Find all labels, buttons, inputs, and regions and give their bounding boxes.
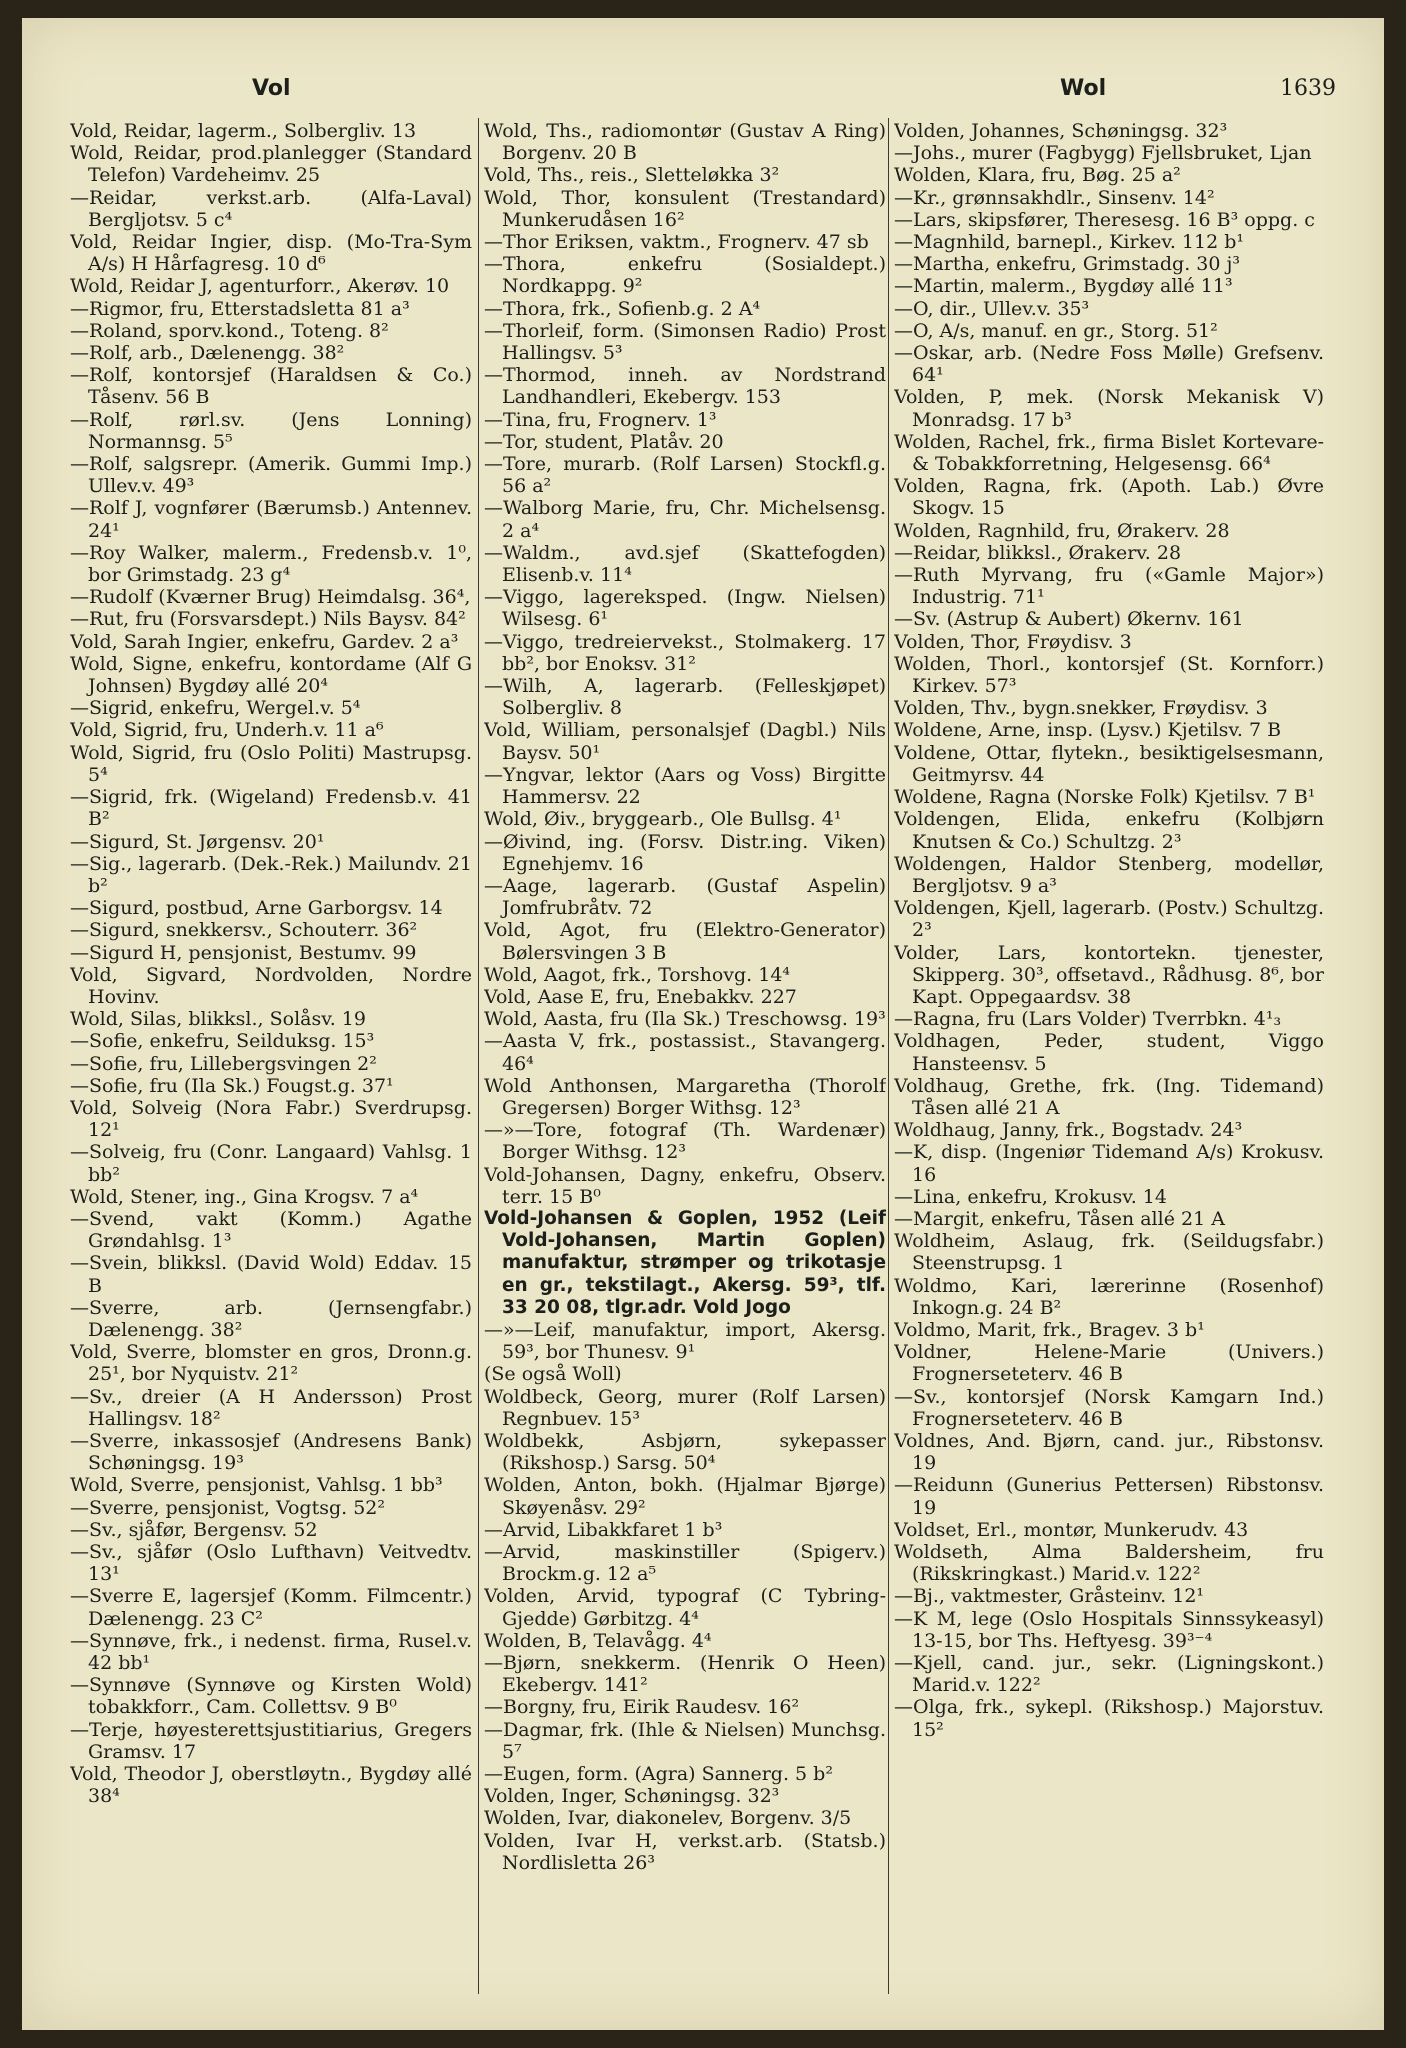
directory-entry: —Bjørn, snekkerm. (Henrik O Heen) Ekebergv. 141² [484, 1652, 886, 1697]
directory-entry: —Tore, murarb. (Rolf Larsen) Stockfl.g. 56 a² [484, 453, 886, 498]
directory-entry: —Sigurd, postbud, Arne Garborgsv. 14 [70, 897, 443, 920]
directory-entry: —Sverre, arb. (Jernsengfabr.) Dælenengg. 38² [70, 1296, 472, 1341]
directory-entry: Woldheim, Aslaug, frk. (Seildugsfabr.) Steenstrupsg. 1 [894, 1230, 1324, 1275]
directory-entry: —Kr., grønnsakhdlr., Sinsenv. 14² [894, 186, 1215, 209]
page-number: 1639 [1280, 76, 1336, 101]
directory-entry: —K M, lege (Oslo Hospitals Sinnssykeasyl) 13-15, bor Ths. Heftyesg. 39³⁻⁴ [894, 1607, 1324, 1652]
directory-entry: Vold, Agot, fru (Elektro-Generator) Bølersvingen 3 B [484, 919, 886, 964]
directory-entry: —Olga, frk., sykepl. (Rikshosp.) Majorstuv. 15² [894, 1696, 1324, 1741]
column-divider [478, 118, 479, 1994]
directory-entry: —Walborg Marie, fru, Chr. Michelsensg. 2 a⁴ [484, 497, 886, 542]
directory-entry: Volder, Lars, kontortekn. tjenester, Skipperg. 30³, offsetavd., Rådhusg. 8⁶, bor Kapt. Oppegaardsv. 38 [894, 941, 1324, 1008]
directory-entry: —»—Tore, fotograf (Th. Wardenær) Borger Withsg. 12³ [484, 1119, 886, 1164]
directory-entry: Wolden, Ivar, diakonelev, Borgenv. 3/5 [484, 1807, 852, 1830]
directory-entry: Woldengen, Haldor Stenberg, modellør, Bergljotsv. 9 a³ [894, 852, 1324, 897]
directory-entry: —Sofie, enkefru, Seilduksg. 15³ [70, 1030, 375, 1053]
directory-entry: Volden, P, mek. (Norsk Mekanisk V) Monradsg. 17 b³ [894, 386, 1324, 431]
directory-entry: Vold-Johansen, Dagny, enkefru, Observ. terr. 15 B⁰ [484, 1163, 886, 1208]
directory-entry: —Sigurd, St. Jørgensv. 20¹ [70, 830, 325, 853]
directory-entry: Voldnes, And. Bjørn, cand. jur., Ribstonsv. 19 [894, 1429, 1324, 1475]
directory-entry: Wold Anthonsen, Margaretha (Thorolf Gregersen) Borger Withsg. 12³ [484, 1074, 886, 1119]
directory-entry: Wold, Stener, ing., Gina Krogsv. 7 a⁴ [70, 1185, 419, 1208]
directory-entry: —Sofie, fru, Lillebergsvingen 2² [70, 1052, 377, 1075]
directory-entry: —Martha, enkefru, Grimstadg. 30 j³ [894, 253, 1241, 276]
directory-entry: —Sigrid, frk. (Wigeland) Fredensb.v. 41 B² [70, 786, 472, 831]
directory-entry: —Rolf J, vognfører (Bærumsb.) Antennev. 24¹ [70, 497, 472, 542]
directory-entry: —Solveig, fru (Conr. Langaard) Vahlsg. 1 bb² [70, 1141, 472, 1186]
directory-entry: —Thora, enkefru (Sosialdept.) Nordkappg. 9² [484, 253, 886, 298]
directory-entry: —Sofie, fru (Ila Sk.) Fougst.g. 37¹ [70, 1074, 394, 1097]
directory-entry: —Rigmor, fru, Etterstadsletta 81 a³ [70, 297, 410, 320]
directory-entry: —Bj., vaktmester, Gråsteinv. 12¹ [894, 1585, 1205, 1608]
directory-entry: —Magnhild, barnepl., Kirkev. 112 b¹ [894, 231, 1244, 254]
directory-entry: Wold, Sverre, pensjonist, Vahlsg. 1 bb³ [70, 1474, 443, 1497]
directory-entry: —Roy Walker, malerm., Fredensb.v. 1⁰, bor Grimstadg. 23 g⁴ [70, 541, 472, 587]
directory-entry: —Reidar, blikksl., Ørakerv. 28 [894, 541, 1182, 564]
directory-entry: —Reidunn (Gunerius Pettersen) Ribstonsv. 19 [894, 1474, 1324, 1519]
directory-entry: Voldmo, Marit, frk., Bragev. 3 b¹ [894, 1318, 1205, 1341]
directory-entry: —Sv., sjåfør (Oslo Lufthavn) Veitvedtv. 13¹ [70, 1541, 472, 1586]
directory-entry: —Reidar, verkst.arb. (Alfa-Laval) Bergljotsv. 5 c⁴ [70, 186, 472, 231]
directory-entry: Vold, Solveig (Nora Fabr.) Sverdrupsg. 12¹ [70, 1096, 472, 1142]
directory-entry: —Sv. (Astrup & Aubert) Økernv. 161 [894, 608, 1244, 631]
directory-entry: —Rudolf (Kværner Brug) Heimdalsg. 36⁴, [70, 586, 471, 609]
directory-entry: Wold, Thor, konsulent (Trestandard) Munkerudåsen 16² [484, 186, 886, 231]
directory-entry: —Wilh, A, lagerarb. (Felleskjøpet) Solbergliv. 8 [484, 675, 886, 720]
directory-entry: Woldene, Arne, insp. (Lysv.) Kjetilsv. 7 B [894, 719, 1282, 742]
directory-entry: Wolden, Anton, bokh. (Hjalmar Bjørge) Skøyenåsv. 29² [484, 1474, 886, 1519]
directory-entry: —K, disp. (Ingeniør Tidemand A/s) Krokusv. 16 [894, 1141, 1324, 1186]
directory-entry: Volden, Thv., bygn.snekker, Frøydisv. 3 [894, 697, 1268, 720]
directory-entry: —Viggo, tredreiervekst., Stolmakerg. 17 bb², bor Enoksv. 31² [484, 630, 886, 675]
directory-entry: —Synnøve (Synnøve og Kirsten Wold) tobakkforr., Cam. Collettsv. 9 B⁰ [70, 1674, 472, 1719]
directory-entry: —Dagmar, frk. (Ihle & Nielsen) Munchsg. 5⁷ [484, 1718, 886, 1763]
directory-entry: —Viggo, lagereksped. (Ingw. Nielsen) Wilsesg. 6¹ [484, 586, 886, 631]
header-left-word: Vol [252, 76, 291, 101]
directory-entry: Volden, Thor, Frøydisv. 3 [894, 630, 1132, 653]
directory-entry: —Øivind, ing. (Forsv. Distr.ing. Viken) Egnehjemv. 16 [484, 830, 886, 875]
directory-entry: —Thor Eriksen, vaktm., Frognerv. 47 sb [484, 231, 869, 254]
directory-entry: Wold, Signe, enkefru, kontordame (Alf G Johnsen) Bygdøy allé 20⁴ [70, 652, 472, 698]
column-3 [894, 120, 1324, 2000]
directory-entry: —Kjell, cand. jur., sekr. (Ligningskont.) Marid.v. 122² [894, 1652, 1324, 1697]
directory-entry: —Margit, enkefru, Tåsen allé 21 A [894, 1207, 1225, 1230]
directory-entry: Vold, Sigrid, fru, Underh.v. 11 a⁶ [70, 719, 384, 742]
directory-entry: —Yngvar, lektor (Aars og Voss) Birgitte Hammersv. 22 [484, 763, 886, 809]
directory-entry: —Tina, fru, Frognerv. 1³ [484, 408, 717, 431]
directory-entry: —Thorleif, form. (Simonsen Radio) Prost Hallingsv. 5³ [484, 319, 886, 365]
directory-entry: —Sv., kontorsjef (Norsk Kamgarn Ind.) Frognerseteterv. 46 B [894, 1385, 1324, 1430]
directory-entry: —Lina, enkefru, Krokusv. 14 [894, 1185, 1167, 1208]
directory-entry: Vold, Sigvard, Nordvolden, Nordre Hovinv. [70, 963, 472, 1008]
directory-entry: Vold, Reidar Ingier, disp. (Mo-Tra-Sym A/s) H Hårfagresg. 10 d⁶ [70, 231, 472, 276]
directory-entry: —Synnøve, frk., i nedenst. firma, Rusel.v. 42 bb¹ [70, 1629, 472, 1675]
directory-entry: Wold, Reidar, prod.planlegger (Standard Telefon) Vardeheimv. 25 [70, 142, 472, 187]
directory-entry: Wold, Aasta, fru (Ila Sk.) Treschowsg. 19³ [484, 1008, 886, 1031]
directory-entry: —Sig., lagerarb. (Dek.-Rek.) Mailundv. 21 b² [70, 852, 472, 897]
directory-entry: Vold, Ths., reis., Sletteløkka 3² [484, 164, 780, 187]
directory-entry: —Sverre E, lagersjef (Komm. Filmcentr.) Dælenengg. 23 C² [70, 1585, 472, 1630]
directory-entry: —Johs., murer (Fagbygg) Fjellsbruket, Ljan [894, 142, 1312, 165]
directory-entry: Woldseth, Alma Baldersheim, fru (Rikskringkast.) Marid.v. 122² [894, 1541, 1324, 1586]
directory-entry: Vold, Sarah Ingier, enkefru, Gardev. 2 a³ [70, 630, 459, 653]
directory-entry: Wold, Aagot, frk., Torshovg. 14⁴ [484, 963, 791, 986]
directory-entry: —O, dir., Ullev.v. 35³ [894, 297, 1090, 320]
directory-entry: Wolden, Thorl., kontorsjef (St. Kornforr.) Kirkev. 57³ [894, 652, 1324, 698]
directory-entry: Voldene, Ottar, flytekn., besiktigelsesmann, Geitmyrsv. 44 [894, 741, 1324, 786]
header-right-word: Wol [1060, 76, 1107, 101]
directory-entry: Volden, Ragna, frk. (Apoth. Lab.) Øvre Skogv. 15 [894, 475, 1324, 520]
directory-entry: —Svein, blikksl. (David Wold) Eddav. 15 B [70, 1252, 472, 1297]
directory-entry: —Sverre, pensjonist, Vogtsg. 52² [70, 1496, 385, 1519]
directory-entry: Volden, Arvid, typograf (C Tybring-Gjedde) Gørbitzg. 4⁴ [484, 1585, 886, 1630]
directory-entry: Voldengen, Kjell, lagerarb. (Postv.) Schultzg. 2³ [894, 897, 1324, 942]
directory-entry: Vold, Reidar, lagerm., Solbergliv. 13 [70, 120, 417, 142]
directory-entry: Woldmo, Kari, lærerinne (Rosenhof) Inkogn.g. 24 B² [894, 1274, 1324, 1319]
directory-entry: —Rolf, salgsrepr. (Amerik. Gummi Imp.) Ullev.v. 49³ [70, 453, 472, 498]
directory-entry: Voldner, Helene-Marie (Univers.) Frognerseteterv. 46 B [894, 1341, 1324, 1386]
directory-entry: —Rolf, kontorsjef (Haraldsen & Co.) Tåsenv. 56 B [70, 364, 472, 409]
directory-entry: Woldbekk, Asbjørn, sykepasser (Rikshosp.) Sarsg. 50⁴ [484, 1429, 886, 1475]
directory-entry: —Sigurd H, pensjonist, Bestumv. 99 [70, 941, 417, 964]
directory-entry: —Lars, skipsfører, Theresesg. 16 B³ oppg. c [894, 208, 1315, 231]
directory-entry: Wolden, Rachel, frk., firma Bislet Kortevare- & Tobakkforretning, Helgesensg. 66⁴ [894, 430, 1324, 476]
directory-entry: —Oskar, arb. (Nedre Foss Mølle) Grefsenv. 64¹ [894, 342, 1324, 387]
directory-entry: —Arvid, maskinstiller (Spigerv.) Brockm.g. 12 a⁵ [484, 1541, 886, 1586]
directory-entry: Wolden, Ragnhild, fru, Ørakerv. 28 [894, 519, 1230, 542]
directory-entry: —Terje, høyesterettsjustitiarius, Gregers Gramsv. 17 [70, 1718, 472, 1763]
directory-entry: —»—Leif, manufaktur, import, Akersg. 59³, bor Thunesv. 9¹ [484, 1318, 886, 1364]
directory-entry: —Aasta V, frk., postassist., Stavangerg. 46⁴ [484, 1030, 886, 1075]
directory-entry: Voldengen, Elida, enkefru (Kolbjørn Knutsen & Co.) Schultzg. 2³ [894, 808, 1324, 853]
directory-entry: —Martin, malerm., Bygdøy allé 11³ [894, 275, 1233, 298]
directory-entry: Wold, Silas, blikksl., Solåsv. 19 [70, 1008, 366, 1031]
directory-entry: Vold, Theodor J, oberstløytn., Bygdøy allé 38⁴ [70, 1763, 472, 1808]
directory-entry: Wold, Reidar J, agenturforr., Akerøv. 10 [70, 275, 450, 298]
directory-entry: —Arvid, Libakkfaret 1 b³ [484, 1518, 723, 1541]
directory-entry: —Sv., dreier (A H Andersson) Prost Hallingsv. 18² [70, 1385, 472, 1430]
directory-entry: —Rut, fru (Forsvarsdept.) Nils Baysv. 84² [70, 608, 466, 631]
page-header [22, 76, 1384, 106]
directory-page [22, 18, 1384, 2030]
directory-entry: —Rolf, arb., Dælenengg. 38² [70, 342, 345, 365]
directory-entry: Volden, Ivar H, verkst.arb. (Statsb.) Nordlisletta 26³ [484, 1829, 886, 1874]
directory-entry: Woldhaug, Janny, frk., Bogstadv. 24³ [894, 1119, 1243, 1142]
directory-entry: —Svend, vakt (Komm.) Agathe Grøndahlsg. 1³ [70, 1207, 472, 1253]
directory-entry: —Sv., sjåfør, Bergensv. 52 [70, 1518, 318, 1541]
directory-entry: Woldene, Ragna (Norske Folk) Kjetilsv. 7 B¹ [894, 786, 1316, 809]
directory-entry: —Tor, student, Platåv. 20 [484, 430, 724, 453]
directory-entry: Vold, Sverre, blomster en gros, Dronn.g. 25¹, bor Nyquistv. 21² [70, 1341, 472, 1386]
directory-entry: —Ruth Myrvang, fru («Gamle Major») Industrig. 71¹ [894, 564, 1324, 609]
directory-entry: —Sigurd, snekkersv., Schouterr. 36² [70, 919, 418, 942]
directory-entry: Vold, William, personalsjef (Dagbl.) Nils Baysv. 50¹ [484, 719, 886, 764]
column-1 [70, 120, 472, 2000]
directory-entry: Vold-Johansen & Goplen, 1952 (Leif Vold-Johansen, Martin Goplen) manufaktur, strømper og trikotasje en gr., tekstilagt., Akersg. 59³, tlf. 33 20 08, tlgr.adr. Vold Jogo [484, 1207, 886, 1318]
directory-entry: Volden, Johannes, Schøningsg. 32³ [894, 120, 1228, 142]
directory-entry: —Waldm., avd.sjef (Skattefogden) Elisenb.v. 11⁴ [484, 541, 886, 587]
directory-entry: —Ragna, fru (Lars Volder) Tverrbkn. 4¹₃ [894, 1008, 1282, 1031]
column-2 [484, 120, 886, 2000]
directory-entry: Wolden, Klara, fru, Bøg. 25 a² [894, 164, 1181, 187]
directory-entry: Volden, Inger, Schøningsg. 32³ [484, 1785, 780, 1808]
directory-entry: Voldhagen, Peder, student, Viggo Hansteensv. 5 [894, 1030, 1324, 1075]
directory-entry: —O, A/s, manuf. en gr., Storg. 51² [894, 319, 1218, 342]
directory-entry: —Borgny, fru, Eirik Raudesv. 16² [484, 1696, 800, 1719]
directory-entry: —Rolf, rørl.sv. (Jens Lonning) Normannsg. 5⁵ [70, 408, 472, 453]
directory-entry: Voldset, Erl., montør, Munkerudv. 43 [894, 1518, 1249, 1541]
directory-entry: Voldhaug, Grethe, frk. (Ing. Tidemand) Tåsen allé 21 A [894, 1074, 1324, 1119]
directory-entry: Vold, Aase E, fru, Enebakkv. 227 [484, 985, 797, 1008]
directory-entry: —Aage, lagerarb. (Gustaf Aspelin) Jomfrubråtv. 72 [484, 874, 886, 920]
directory-entry: —Eugen, form. (Agra) Sannerg. 5 b² [484, 1763, 833, 1786]
directory-entry: —Sigrid, enkefru, Wergel.v. 5⁴ [70, 697, 361, 720]
directory-entry: Wold, Ths., radiomontør (Gustav A Ring) Borgenv. 20 B [484, 120, 886, 165]
directory-entry: Woldbeck, Georg, murer (Rolf Larsen) Regnbuev. 15³ [484, 1385, 886, 1430]
directory-entry: Wolden, B, Telavågg. 4⁴ [484, 1629, 712, 1652]
directory-entry: —Sverre, inkassosjef (Andresens Bank) Schøningsg. 19³ [70, 1429, 472, 1475]
directory-entry: (Se også Woll) [484, 1363, 622, 1386]
directory-entry: —Thora, frk., Sofienb.g. 2 A⁴ [484, 297, 761, 320]
directory-entry: Wold, Øiv., bryggearb., Ole Bullsg. 4¹ [484, 808, 842, 831]
directory-entry: —Thormod, inneh. av Nordstrand Landhandleri, Ekebergv. 153 [484, 364, 886, 409]
directory-entry: —Roland, sporv.kond., Toteng. 8² [70, 319, 389, 342]
column-divider [888, 118, 889, 1994]
directory-entry: Wold, Sigrid, fru (Oslo Politi) Mastrupsg. 5⁴ [70, 741, 472, 786]
